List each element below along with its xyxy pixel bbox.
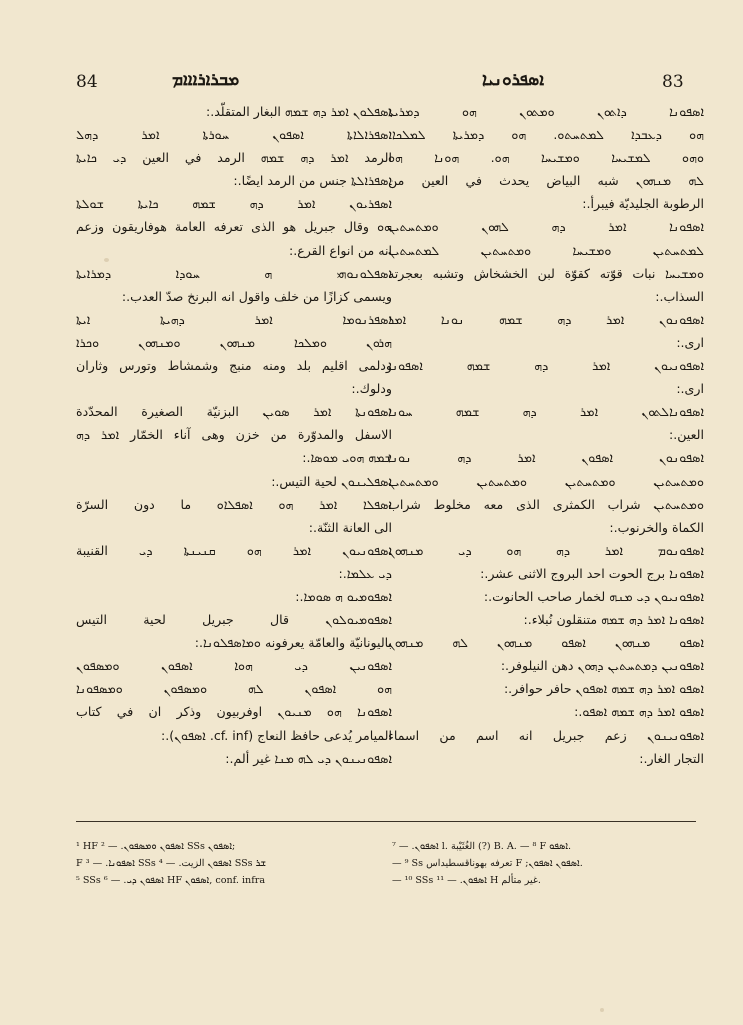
text-line: ܐܣܦܘܢܘܢ ܐܣܦܘܢ ܐܡܪ ܕܗ ܢܘܢܐ	[388, 450, 704, 466]
right-column	[388, 100, 704, 770]
text-line: ܐܣܦܠܝܢܘܢ لحية التيس.:	[271, 473, 392, 489]
footnote-separator	[76, 821, 696, 822]
text-line: ܘܗܘ ܠܡܫܝܚܐ ܘܡܫܝܚܐ ܗܘ. ܗܘܢܐ ܗܘ	[388, 150, 704, 166]
text-line: ܐܣܦܠܐ ܐܡܪ ܗܘ ܐܣܦܠܐܘ ما دون السرّة	[76, 496, 392, 512]
text-line: الرمد ܐܡܪ ܕܗ ܫܡܗ الرمد في العين ܕܝ ܟܐܝܬܐ	[76, 150, 392, 166]
text-line: ܗܪܘܢ ܘܡܠܟܐ ܡܢܗܘܢ ܘܡܢܗܘܢ ܘܟܪܐ	[76, 334, 392, 350]
text-line: ܐܣܦܘܢܐ ܗܘ ܡܢܝܘܢ اوفربيون وذكر ان في كتاب	[76, 704, 392, 720]
text-line: ܘܡܫܝܚܐ نبات قوّته كقوّة لبن الخشخاش وتشبه بعجرته	[388, 265, 704, 281]
text-line: الكماة والخرنوب.:	[609, 519, 704, 535]
text-line: ܐܣܦܘܡܝܘܠܘܢ قال جبريل لحية التيس	[76, 612, 392, 628]
text-line: ܐܣܦܘܢܝܢ ܕܡܬܚܬܝܢ ܕܗܘܢ دهن النيلوفر.:	[500, 658, 704, 674]
text-line: ܐܣܦܘܢܝܢܘܢ ܕܝ ܠܗ ܡܢܐ غير ألم.:	[225, 750, 392, 766]
text-line: ܐܣܦܠܘܢܘܗܝ ܗ ܚܘܕܐ ܕܡܪܐܝܬܐ	[76, 265, 392, 281]
text-line: ܐܣܦܘܢܐ ܐܡܪ ܕܗ ܫܡܗ متنقلون نُبلاء.:	[523, 612, 704, 628]
text-line: ودلوك.:	[351, 381, 392, 397]
text-line: ܗܘ ܕܥܒܕܐ ܠܡܬܚܬܘ. ܗܘ ܕܡܪܝܬܐ ܠܡܠܟܐ.	[388, 127, 704, 143]
text-line: التجار الغار.:	[639, 750, 704, 766]
text-line: ܫܡܗ ܗܘܝ ܡܘܣܐ.:	[302, 450, 392, 466]
text-line: الى العانة الثنّة.:	[308, 519, 392, 535]
footnotes-left	[76, 838, 376, 889]
text-line: ܐܣܦܘܡܝܘ ܗ ܣܘܡܐ.:	[295, 588, 392, 604]
text-line: ܘܡܬܚܬܝܢ ܘܡܬܚܬܝܢ ܘܡܬܚܬܝܢ ܘܡܬܚܬܝܢ	[388, 473, 704, 489]
text-line: ܐܣܦܘܢܝܘܢ ܐܡܪ ܗܘ ܩܢܝܢܬܐ ܕܝ القنيبة	[76, 542, 392, 558]
running-head-left: ܡܒܪܐܪܐܐܐܡ	[172, 70, 240, 90]
text-line: ارى.:	[676, 334, 704, 350]
text-line: ودلمى اقليم بلد ومنه منبج وشمشاط وتورس وثاران	[76, 358, 392, 374]
text-line: ܐܣܦܪܐܠܐܬܐ ܐܣܦܘܢ ܚܘܪܬܐ ܐܡܪ ܕܗܠ	[76, 127, 392, 143]
text-line: ܐܣܦܘ ܐܡܪ ܕܗ ܫܡܗ ܐܣܦܘܢ حافر حوافر.:	[503, 681, 704, 697]
text-line: ܐܣܦܘܢܝܘܢ ܐܡܪ ܕܗ ܫܡܗ ܐܣܦܘܢܐ	[388, 358, 704, 374]
text-line: ܗܘ وقال جبريل هو الذى تعرفه العامة هوفاريقون وزعم	[76, 219, 392, 235]
text-line: ܐܣܦܘܢܘܡ ܐܡܪ ܕܗ ܗܘ ܕܝ ܡܢܗܘܢ	[388, 542, 704, 558]
text-line: ܐܣܦܪܝܘܢ ܐܡܪ ܕܗ ܫܡܗ ܟܐܝܬܐ ܫܘܠܬܐ	[76, 196, 392, 212]
text-line: ܐܣܦܠܘܢ ܐܡܪ ܕܗ ܫܡܗ البغار المتقلّد.:	[205, 104, 392, 119]
text-line: ܐܣܦܘܢܝܘܢ ܕܝ ܡܢܗ لخمار صاحب الحانوت.:	[483, 588, 704, 604]
text-line: ܗܘ ܐܣܦܘܢ ܠܗ ܘܡܣܦܘܢ ܘܡܣܦܘܢܐ	[76, 681, 392, 697]
text-line: السذاب.:	[655, 288, 704, 304]
text-line: ܐܣܦܘܢܝܢܘܢ زعم جبريل انه اسم من اسماء	[388, 727, 704, 743]
footnote-line: ܐܣܦܘܢ. — ⁷ l. الغُثَيْبة (?) B. A. — ⁸ F ܐܣܦܘ.	[392, 841, 572, 852]
text-line: ܘܡܬܚܬܝܢ شراب الكمثرى الذى معه مخلوط شراب	[388, 496, 704, 512]
text-line: ܐܣܦܘܢܘܢ ܐܡܪ ܕܗ ܫܡܗ ܢܘܢܐ ܐܡܪ	[388, 311, 704, 327]
footnote-line: ⁵ SSs ܐܣܦܘܢ ܕܝ. — ⁶ HF ܐܣܦܘܢ, conf. infra	[76, 875, 266, 886]
running-head-right: ܐܣܦܪܘܢܝܐ	[482, 70, 544, 90]
text-line: انه من انواع القرع.:	[288, 242, 392, 258]
footnote-line: ¹ HF ܐܣܦܘܢ ܘܡܣܦܘܢ. — ² SSs ܐܣܦܘܢ;	[76, 841, 236, 852]
text-line: ܐܣܦܘ ܡܢܗܘܢ ܐܣܦܘ ܡܢܗܘܢ ܠܗ ܡܢܗܘܢ	[388, 635, 704, 651]
text-line: ܐܣܦܘܢܝܢ ܕܝ ܗܘܐ ܐܣܦܘܢ ܘܡܣܦܘܢ	[76, 658, 392, 674]
text-line: ارى.:	[676, 381, 704, 397]
text-line: ܕܝ ܥܠܡܐ.:	[338, 565, 392, 581]
text-line: ويسمى كزازًا من خلف واقول انه البرنخ صدّ العدب.:	[121, 288, 392, 304]
footnote-line: F ܐܣܦܘܢܐ. — ³ SSs ܐܣܦܘܢ الزيت. — ⁴ SSs ܫܪ	[76, 858, 267, 869]
text-line: ܐܣܦܘܢܐ ܕܐܬܘܢ ܘܡܬܘܢ ܗܘ ܕܡܪܝܬܐ	[388, 104, 704, 119]
text-line: ܐܣܦܘܢܬܐ ܐܡܪ ܣܘܝܢ البزنيّة الصغيرة المحدّدة	[76, 404, 392, 420]
text-line: العين.:	[668, 427, 704, 443]
text-line: الرطوبة الجليديّة فيبرأ.:	[582, 196, 704, 212]
text-line: ܐܣܦܘܢܐ برج الحوت احد البروج الاثنى عشر.:	[480, 565, 704, 581]
text-line: ܐܣܦܪܢܘܡܐ ܐܡܪ ܕܗܝܬܐ ܐܝܬܐ	[76, 311, 392, 327]
text-line: ܐܣܦܘܢܐ ܐܡܪ ܕܗ ܠܗܘܢ ܘܡܬܚܬܝܢ	[388, 219, 704, 235]
text-line: الميامر يُدعى حافظ النعاج (cf. inf. ܐܣܦܘܢ).:	[161, 727, 392, 743]
text-line: ܠܗ ܡܢܗܘܢ شبه البياض يحدث في العين من	[388, 173, 704, 189]
text-line: ܐܣܦܘܢܐܠܬܘܢ ܐܡܪ ܕܗ ܫܡܗ ܚܘܢܐ	[388, 404, 704, 420]
footnote-line: — ⁹ Ss تعرفه بهوناقسطيداس F ;ܐܣܦܘܢ ܐܣܦܘܢ.	[392, 858, 583, 869]
text-line: ܠܡܬܚܬܝܢ ܘܡܫܝܚܐ ܘܡܬܚܬܝܢ ܠܡܬܚܬܝܢ	[388, 242, 704, 258]
left-column	[76, 100, 392, 770]
text-line: باليونانيّة والعامّة يعرفونه ܘܡܐܣܦܠܘܢܐ.:	[194, 635, 392, 651]
page-number-right: 83	[662, 72, 684, 92]
page-number-left: 84	[76, 72, 98, 92]
footnotes-right	[392, 838, 692, 889]
text-line: ܐܣܦܘ ܐܡܪ ܕܗ ܫܡܗ ܐܣܦܘ.:	[574, 704, 704, 720]
paper-stain	[600, 1008, 604, 1012]
text-line: ܐܣܦܪܐܠܬܐ جنس من الرمد ايضًا.:	[233, 173, 392, 189]
footnote-line: — ¹⁰ SSs ܐܣܦܘܢ. — ¹¹ H غير متألم.	[392, 875, 541, 886]
text-line: الاسفل والمدوّرة من خزن وهى آناء الخمّار ܐܡܪ ܕܗ	[76, 427, 392, 443]
